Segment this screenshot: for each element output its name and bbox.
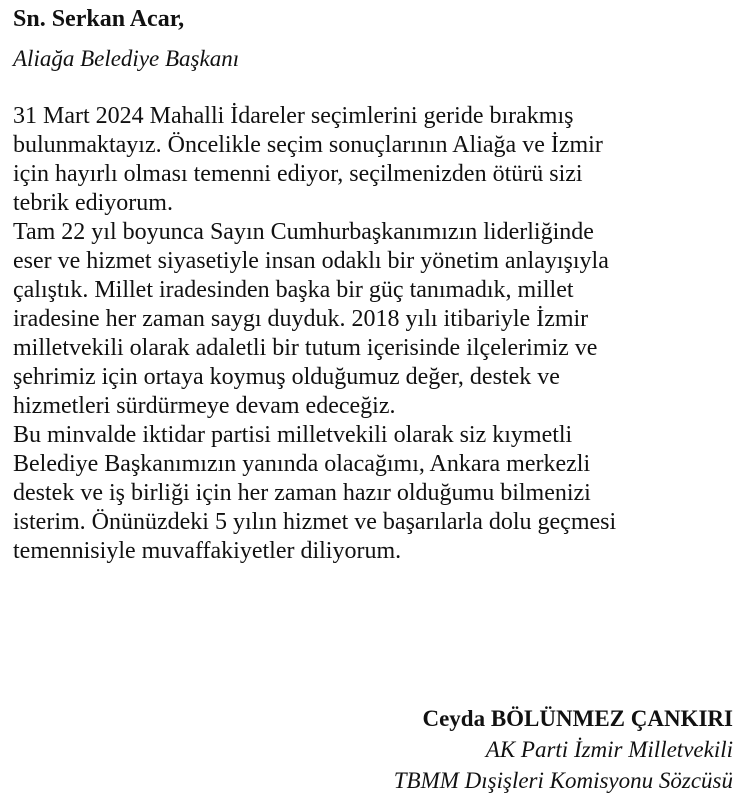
recipient-name: Sn. Serkan Acar, xyxy=(13,6,185,32)
signatory-role-committee: TBMM Dışişleri Komisyonu Sözcüsü xyxy=(393,768,733,793)
body-line: hizmetleri sürdürmeye devam edeceğiz. xyxy=(13,393,396,419)
signature-block xyxy=(394,704,733,796)
body-line: çalıştık. Millet iradesinden başka bir güç tanımadık, millet xyxy=(13,277,574,303)
body-line: tebrik ediyorum. xyxy=(13,190,173,216)
body-line: eser ve hizmet siyasetiyle insan odaklı bir yönetim anlayışıyla xyxy=(13,248,609,274)
body-line: milletvekili olarak adaletli bir tutum içerisinde ilçelerimiz ve xyxy=(13,335,598,361)
letter-body xyxy=(13,102,743,566)
body-line: destek ve iş birliği için her zaman hazır olduğumu bilmenizi xyxy=(13,480,591,506)
body-line: 31 Mart 2024 Mahalli İdareler seçimlerini geride bırakmış xyxy=(13,103,574,129)
body-line: için hayırlı olması temenni ediyor, seçilmenizden ötürü sizi xyxy=(13,161,583,187)
body-line: bulunmaktayız. Öncelikle seçim sonuçlarının Aliağa ve İzmir xyxy=(13,132,603,158)
recipient-title: Aliağa Belediye Başkanı xyxy=(13,46,240,71)
body-line: isterim. Önünüzdeki 5 yılın hizmet ve başarılarla dolu geçmesi xyxy=(13,509,617,535)
signatory-role-party: AK Parti İzmir Milletvekili xyxy=(485,737,733,762)
signatory-name: Ceyda BÖLÜNMEZ ÇANKIRI xyxy=(422,706,733,731)
body-line: iradesine her zaman saygı duyduk. 2018 yılı itibariyle İzmir xyxy=(13,306,589,332)
body-line: Tam 22 yıl boyunca Sayın Cumhurbaşkanımızın liderliğinde xyxy=(13,219,594,245)
body-line: temennisiyle muvaffakiyetler diliyorum. xyxy=(13,538,402,564)
body-line: şehrimiz için ortaya koymuş olduğumuz değer, destek ve xyxy=(13,364,560,390)
body-line: Belediye Başkanımızın yanında olacağımı, Ankara merkezli xyxy=(13,451,591,477)
body-line: Bu minvalde iktidar partisi milletvekili olarak siz kıymetli xyxy=(13,422,573,448)
